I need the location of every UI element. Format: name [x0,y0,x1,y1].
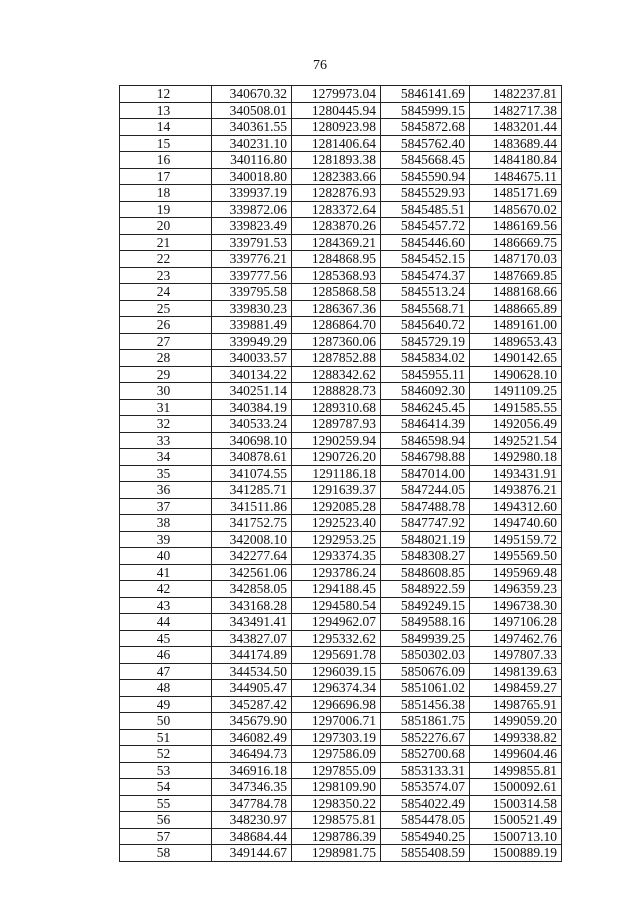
point-number-cell: 17 [120,168,212,185]
coordinate-cell: 1494740.60 [470,515,562,532]
coordinate-cell: 340134.22 [212,366,292,383]
table-row [120,597,562,614]
point-number-cell: 30 [120,383,212,400]
coordinate-cell: 1497462.76 [470,630,562,647]
coordinate-cell: 342008.10 [212,531,292,548]
coordinate-cell: 345679.90 [212,713,292,730]
coordinate-cell: 340361.55 [212,119,292,136]
coordinate-cell: 5852700.68 [381,746,470,763]
coordinate-cell: 5853574.07 [381,779,470,796]
table-row [120,399,562,416]
coordinate-cell: 339795.58 [212,284,292,301]
coordinate-cell: 341752.75 [212,515,292,532]
coordinate-cell: 1280445.94 [292,102,381,119]
coordinate-cell: 5847244.05 [381,482,470,499]
point-number-cell: 36 [120,482,212,499]
point-number-cell: 28 [120,350,212,367]
table-row [120,812,562,829]
coordinate-cell: 1500713.10 [470,828,562,845]
coordinate-cell: 1290726.20 [292,449,381,466]
coordinate-cell: 1281406.64 [292,135,381,152]
coordinate-cell: 1492521.54 [470,432,562,449]
coordinate-cell: 339776.21 [212,251,292,268]
table-row [120,333,562,350]
coordinate-cell: 5853133.31 [381,762,470,779]
point-number-cell: 14 [120,119,212,136]
coordinate-cell: 1298109.90 [292,779,381,796]
coordinate-cell: 1492980.18 [470,449,562,466]
point-number-cell: 21 [120,234,212,251]
point-number-cell: 44 [120,614,212,631]
coordinate-cell: 5848021.19 [381,531,470,548]
coordinate-cell: 340033.57 [212,350,292,367]
coordinate-cell: 1296696.98 [292,696,381,713]
table-row [120,432,562,449]
coordinate-cell: 346082.49 [212,729,292,746]
coordinate-cell: 343491.41 [212,614,292,631]
coordinate-cell: 5846092.30 [381,383,470,400]
coordinate-cell: 1493876.21 [470,482,562,499]
coordinate-cell: 1279973.04 [292,86,381,103]
table-row [120,449,562,466]
coordinate-cell: 344174.89 [212,647,292,664]
coordinate-cell: 1280923.98 [292,119,381,136]
coordinate-cell: 339872.06 [212,201,292,218]
coordinate-cell: 5849939.25 [381,630,470,647]
coordinate-cell: 339830.23 [212,300,292,317]
coordinate-cell: 5849588.16 [381,614,470,631]
table-row [120,102,562,119]
coordinate-cell: 1486669.75 [470,234,562,251]
coordinate-cell: 1298981.75 [292,845,381,862]
point-number-cell: 12 [120,86,212,103]
table-row [120,779,562,796]
coordinate-cell: 1493431.91 [470,465,562,482]
table-row [120,795,562,812]
coordinate-cell: 1297586.09 [292,746,381,763]
coordinate-cell: 1290259.94 [292,432,381,449]
coordinate-cell: 5854022.49 [381,795,470,812]
table-row [120,185,562,202]
coordinate-cell: 1295691.78 [292,647,381,664]
coordinate-cell: 348684.44 [212,828,292,845]
coordinate-cell: 1497106.28 [470,614,562,631]
coordinate-cell: 340231.10 [212,135,292,152]
coordinate-cell: 5852276.67 [381,729,470,746]
coordinate-cell: 5855408.59 [381,845,470,862]
coordinate-cell: 5845568.71 [381,300,470,317]
table-row [120,762,562,779]
coordinate-cell: 1292523.40 [292,515,381,532]
point-number-cell: 29 [120,366,212,383]
table-row [120,548,562,565]
coordinate-cell: 346494.73 [212,746,292,763]
coordinate-cell: 1288342.62 [292,366,381,383]
coordinate-cell: 1291186.18 [292,465,381,482]
point-number-cell: 32 [120,416,212,433]
point-number-cell: 24 [120,284,212,301]
table-row [120,581,562,598]
point-number-cell: 20 [120,218,212,235]
coordinate-cell: 343827.07 [212,630,292,647]
coordinate-cell: 1285368.93 [292,267,381,284]
coordinate-cell: 1287852.88 [292,350,381,367]
coordinate-cell: 5848608.85 [381,564,470,581]
point-number-cell: 51 [120,729,212,746]
coordinate-cell: 1500521.49 [470,812,562,829]
point-number-cell: 27 [120,333,212,350]
coordinate-cell: 5851861.75 [381,713,470,730]
coordinate-cell: 339791.53 [212,234,292,251]
point-number-cell: 50 [120,713,212,730]
coordinate-cell: 345287.42 [212,696,292,713]
point-number-cell: 13 [120,102,212,119]
point-number-cell: 53 [120,762,212,779]
coordinate-cell: 339937.19 [212,185,292,202]
coordinate-cell: 5845729.19 [381,333,470,350]
coordinate-cell: 1485171.69 [470,185,562,202]
table-row [120,564,562,581]
coordinate-cell: 1285868.58 [292,284,381,301]
table-row [120,663,562,680]
coordinate-cell: 5848922.59 [381,581,470,598]
coordinate-cell: 5845452.15 [381,251,470,268]
point-number-cell: 54 [120,779,212,796]
coordinate-cell: 1293786.24 [292,564,381,581]
coordinate-cell: 5851061.02 [381,680,470,697]
point-number-cell: 25 [120,300,212,317]
point-number-cell: 55 [120,795,212,812]
coordinate-cell: 1296039.15 [292,663,381,680]
coordinate-cell: 1499059.20 [470,713,562,730]
coordinate-cell: 1294188.45 [292,581,381,598]
coordinate-cell: 1490628.10 [470,366,562,383]
coordinate-cell: 1291639.37 [292,482,381,499]
coordinate-cell: 1287360.06 [292,333,381,350]
coordinate-cell: 5845955.11 [381,366,470,383]
table-row [120,630,562,647]
table-row [120,465,562,482]
table-row [120,713,562,730]
point-number-cell: 49 [120,696,212,713]
coordinate-cell: 348230.97 [212,812,292,829]
coordinate-cell: 1492056.49 [470,416,562,433]
coordinate-cell: 1294580.54 [292,597,381,614]
coordinate-cell: 5854940.25 [381,828,470,845]
table-row [120,729,562,746]
coordinate-cell: 5845474.37 [381,267,470,284]
coordinate-cell: 342561.06 [212,564,292,581]
table-row [120,152,562,169]
coordinate-cell: 5845446.60 [381,234,470,251]
coordinate-cell: 1491585.55 [470,399,562,416]
coordinate-cell: 340508.01 [212,102,292,119]
coordinate-cell: 5845834.02 [381,350,470,367]
coordinate-cell: 5845529.93 [381,185,470,202]
coordinate-cell: 340533.24 [212,416,292,433]
coordinate-cell: 1297303.19 [292,729,381,746]
point-number-cell: 45 [120,630,212,647]
coordinate-cell: 1286367.36 [292,300,381,317]
coordinate-cell: 1289787.93 [292,416,381,433]
coordinate-cell: 1498765.91 [470,696,562,713]
coordinate-cell: 1292953.25 [292,531,381,548]
table-row [120,284,562,301]
coordinate-cell: 1496738.30 [470,597,562,614]
coordinate-cell: 1497807.33 [470,647,562,664]
coordinate-cell: 342858.05 [212,581,292,598]
coordinate-cell: 340670.32 [212,86,292,103]
coordinate-cell: 1496359.23 [470,581,562,598]
coordinate-cell: 5846598.94 [381,432,470,449]
coordinate-cell: 347346.35 [212,779,292,796]
point-number-cell: 31 [120,399,212,416]
coordinate-cell: 1294962.07 [292,614,381,631]
table-row [120,498,562,515]
coordinate-cell: 339881.49 [212,317,292,334]
point-number-cell: 43 [120,597,212,614]
coordinate-cell: 5850676.09 [381,663,470,680]
coordinate-cell: 1297855.09 [292,762,381,779]
coordinate-cell: 1498139.63 [470,663,562,680]
coordinate-cell: 1284868.95 [292,251,381,268]
coordinate-cell: 1500889.19 [470,845,562,862]
coordinate-cell: 5845762.40 [381,135,470,152]
coordinate-cell: 5846798.88 [381,449,470,466]
coordinate-cell: 340116.80 [212,152,292,169]
coordinate-cell: 1498459.27 [470,680,562,697]
table-row [120,135,562,152]
coordinate-cell: 5851456.38 [381,696,470,713]
table-row [120,828,562,845]
point-number-cell: 19 [120,201,212,218]
coordinate-cell: 1298350.22 [292,795,381,812]
coordinate-cell: 1282876.93 [292,185,381,202]
coordinate-cell: 5845590.94 [381,168,470,185]
point-number-cell: 48 [120,680,212,697]
coordinate-cell: 1286864.70 [292,317,381,334]
coordinate-cell: 1488168.66 [470,284,562,301]
coordinate-cell: 340384.19 [212,399,292,416]
coordinate-cell: 1288828.73 [292,383,381,400]
coordinate-cell: 1499338.82 [470,729,562,746]
coordinate-cell: 1485670.02 [470,201,562,218]
point-number-cell: 37 [120,498,212,515]
coordinate-cell: 5845640.72 [381,317,470,334]
coordinate-cell: 1491109.25 [470,383,562,400]
coordinate-table [119,85,562,862]
point-number-cell: 39 [120,531,212,548]
coordinate-cell: 1284369.21 [292,234,381,251]
coordinate-cell: 5845872.68 [381,119,470,136]
point-number-cell: 58 [120,845,212,862]
coordinate-cell: 347784.78 [212,795,292,812]
page-number: 76 [313,58,327,73]
coordinate-cell: 5847488.78 [381,498,470,515]
coordinate-cell: 1293374.35 [292,548,381,565]
coordinate-cell: 5849249.15 [381,597,470,614]
point-number-cell: 18 [120,185,212,202]
coordinate-cell: 1495159.72 [470,531,562,548]
table-row [120,696,562,713]
coordinate-cell: 1482717.38 [470,102,562,119]
point-number-cell: 56 [120,812,212,829]
coordinate-cell: 340018.80 [212,168,292,185]
coordinate-cell: 344534.50 [212,663,292,680]
coordinate-cell: 5847747.92 [381,515,470,532]
point-number-cell: 57 [120,828,212,845]
coordinate-cell: 5845485.51 [381,201,470,218]
point-number-cell: 35 [120,465,212,482]
coordinate-cell: 339949.29 [212,333,292,350]
point-number-cell: 16 [120,152,212,169]
table-row [120,119,562,136]
table-row [120,531,562,548]
table-row [120,366,562,383]
point-number-cell: 34 [120,449,212,466]
coordinate-cell: 1289310.68 [292,399,381,416]
table-row [120,416,562,433]
coordinate-cell: 339823.49 [212,218,292,235]
coordinate-cell: 5854478.05 [381,812,470,829]
point-number-cell: 15 [120,135,212,152]
point-number-cell: 26 [120,317,212,334]
coordinate-cell: 1486169.56 [470,218,562,235]
coordinate-cell: 343168.28 [212,597,292,614]
coordinate-cell: 5847014.00 [381,465,470,482]
coordinate-cell: 1495569.50 [470,548,562,565]
table-row [120,201,562,218]
table-row [120,482,562,499]
coordinate-cell: 5850302.03 [381,647,470,664]
coordinate-cell: 5848308.27 [381,548,470,565]
coordinate-cell: 5846141.69 [381,86,470,103]
coordinate-cell: 346916.18 [212,762,292,779]
point-number-cell: 47 [120,663,212,680]
coordinate-cell: 339777.56 [212,267,292,284]
point-number-cell: 23 [120,267,212,284]
coordinate-cell: 1490142.65 [470,350,562,367]
coordinate-cell: 1295332.62 [292,630,381,647]
coordinate-cell: 1484180.84 [470,152,562,169]
coordinate-cell: 341074.55 [212,465,292,482]
table-row [120,746,562,763]
table-row [120,647,562,664]
coordinate-cell: 340251.14 [212,383,292,400]
table-row [120,317,562,334]
point-number-cell: 42 [120,581,212,598]
coordinate-cell: 1499855.81 [470,762,562,779]
coordinate-cell: 1298575.81 [292,812,381,829]
coordinate-cell: 1487170.03 [470,251,562,268]
coordinate-cell: 341511.86 [212,498,292,515]
table-row [120,300,562,317]
coordinate-cell: 5845457.72 [381,218,470,235]
coordinate-cell: 1482237.81 [470,86,562,103]
coordinate-cell: 1283372.64 [292,201,381,218]
table-row [120,267,562,284]
coordinate-cell: 1500314.58 [470,795,562,812]
table-row [120,218,562,235]
point-number-cell: 40 [120,548,212,565]
coordinate-cell: 1281893.38 [292,152,381,169]
coordinate-cell: 1297006.71 [292,713,381,730]
coordinate-cell: 5846414.39 [381,416,470,433]
table-row [120,251,562,268]
table-row [120,515,562,532]
table-row [120,614,562,631]
coordinate-cell: 5845668.45 [381,152,470,169]
point-number-cell: 52 [120,746,212,763]
coordinate-cell: 341285.71 [212,482,292,499]
point-number-cell: 46 [120,647,212,664]
table-row [120,383,562,400]
coordinate-cell: 1488665.89 [470,300,562,317]
table-row [120,86,562,103]
table-row [120,845,562,862]
coordinate-cell: 1283870.26 [292,218,381,235]
point-number-cell: 33 [120,432,212,449]
point-number-cell: 38 [120,515,212,532]
coordinate-table-body [120,86,562,862]
coordinate-cell: 1282383.66 [292,168,381,185]
point-number-cell: 22 [120,251,212,268]
coordinate-cell: 1483689.44 [470,135,562,152]
coordinate-cell: 1296374.34 [292,680,381,697]
coordinate-cell: 5846245.45 [381,399,470,416]
coordinate-cell: 1489653.43 [470,333,562,350]
coordinate-cell: 5845999.15 [381,102,470,119]
table-row [120,234,562,251]
coordinate-cell: 1489161.00 [470,317,562,334]
table-row [120,350,562,367]
coordinate-cell: 1499604.46 [470,746,562,763]
table-row [120,168,562,185]
coordinate-cell: 1292085.28 [292,498,381,515]
coordinate-cell: 5845513.24 [381,284,470,301]
coordinate-cell: 1484675.11 [470,168,562,185]
coordinate-cell: 349144.67 [212,845,292,862]
coordinate-cell: 344905.47 [212,680,292,697]
coordinate-cell: 340878.61 [212,449,292,466]
coordinate-cell: 1495969.48 [470,564,562,581]
coordinate-cell: 1483201.44 [470,119,562,136]
point-number-cell: 41 [120,564,212,581]
coordinate-cell: 1500092.61 [470,779,562,796]
coordinate-cell: 340698.10 [212,432,292,449]
table-row [120,680,562,697]
coordinate-cell: 1487669.85 [470,267,562,284]
coordinate-cell: 1298786.39 [292,828,381,845]
coordinate-cell: 342277.64 [212,548,292,565]
coordinate-cell: 1494312.60 [470,498,562,515]
